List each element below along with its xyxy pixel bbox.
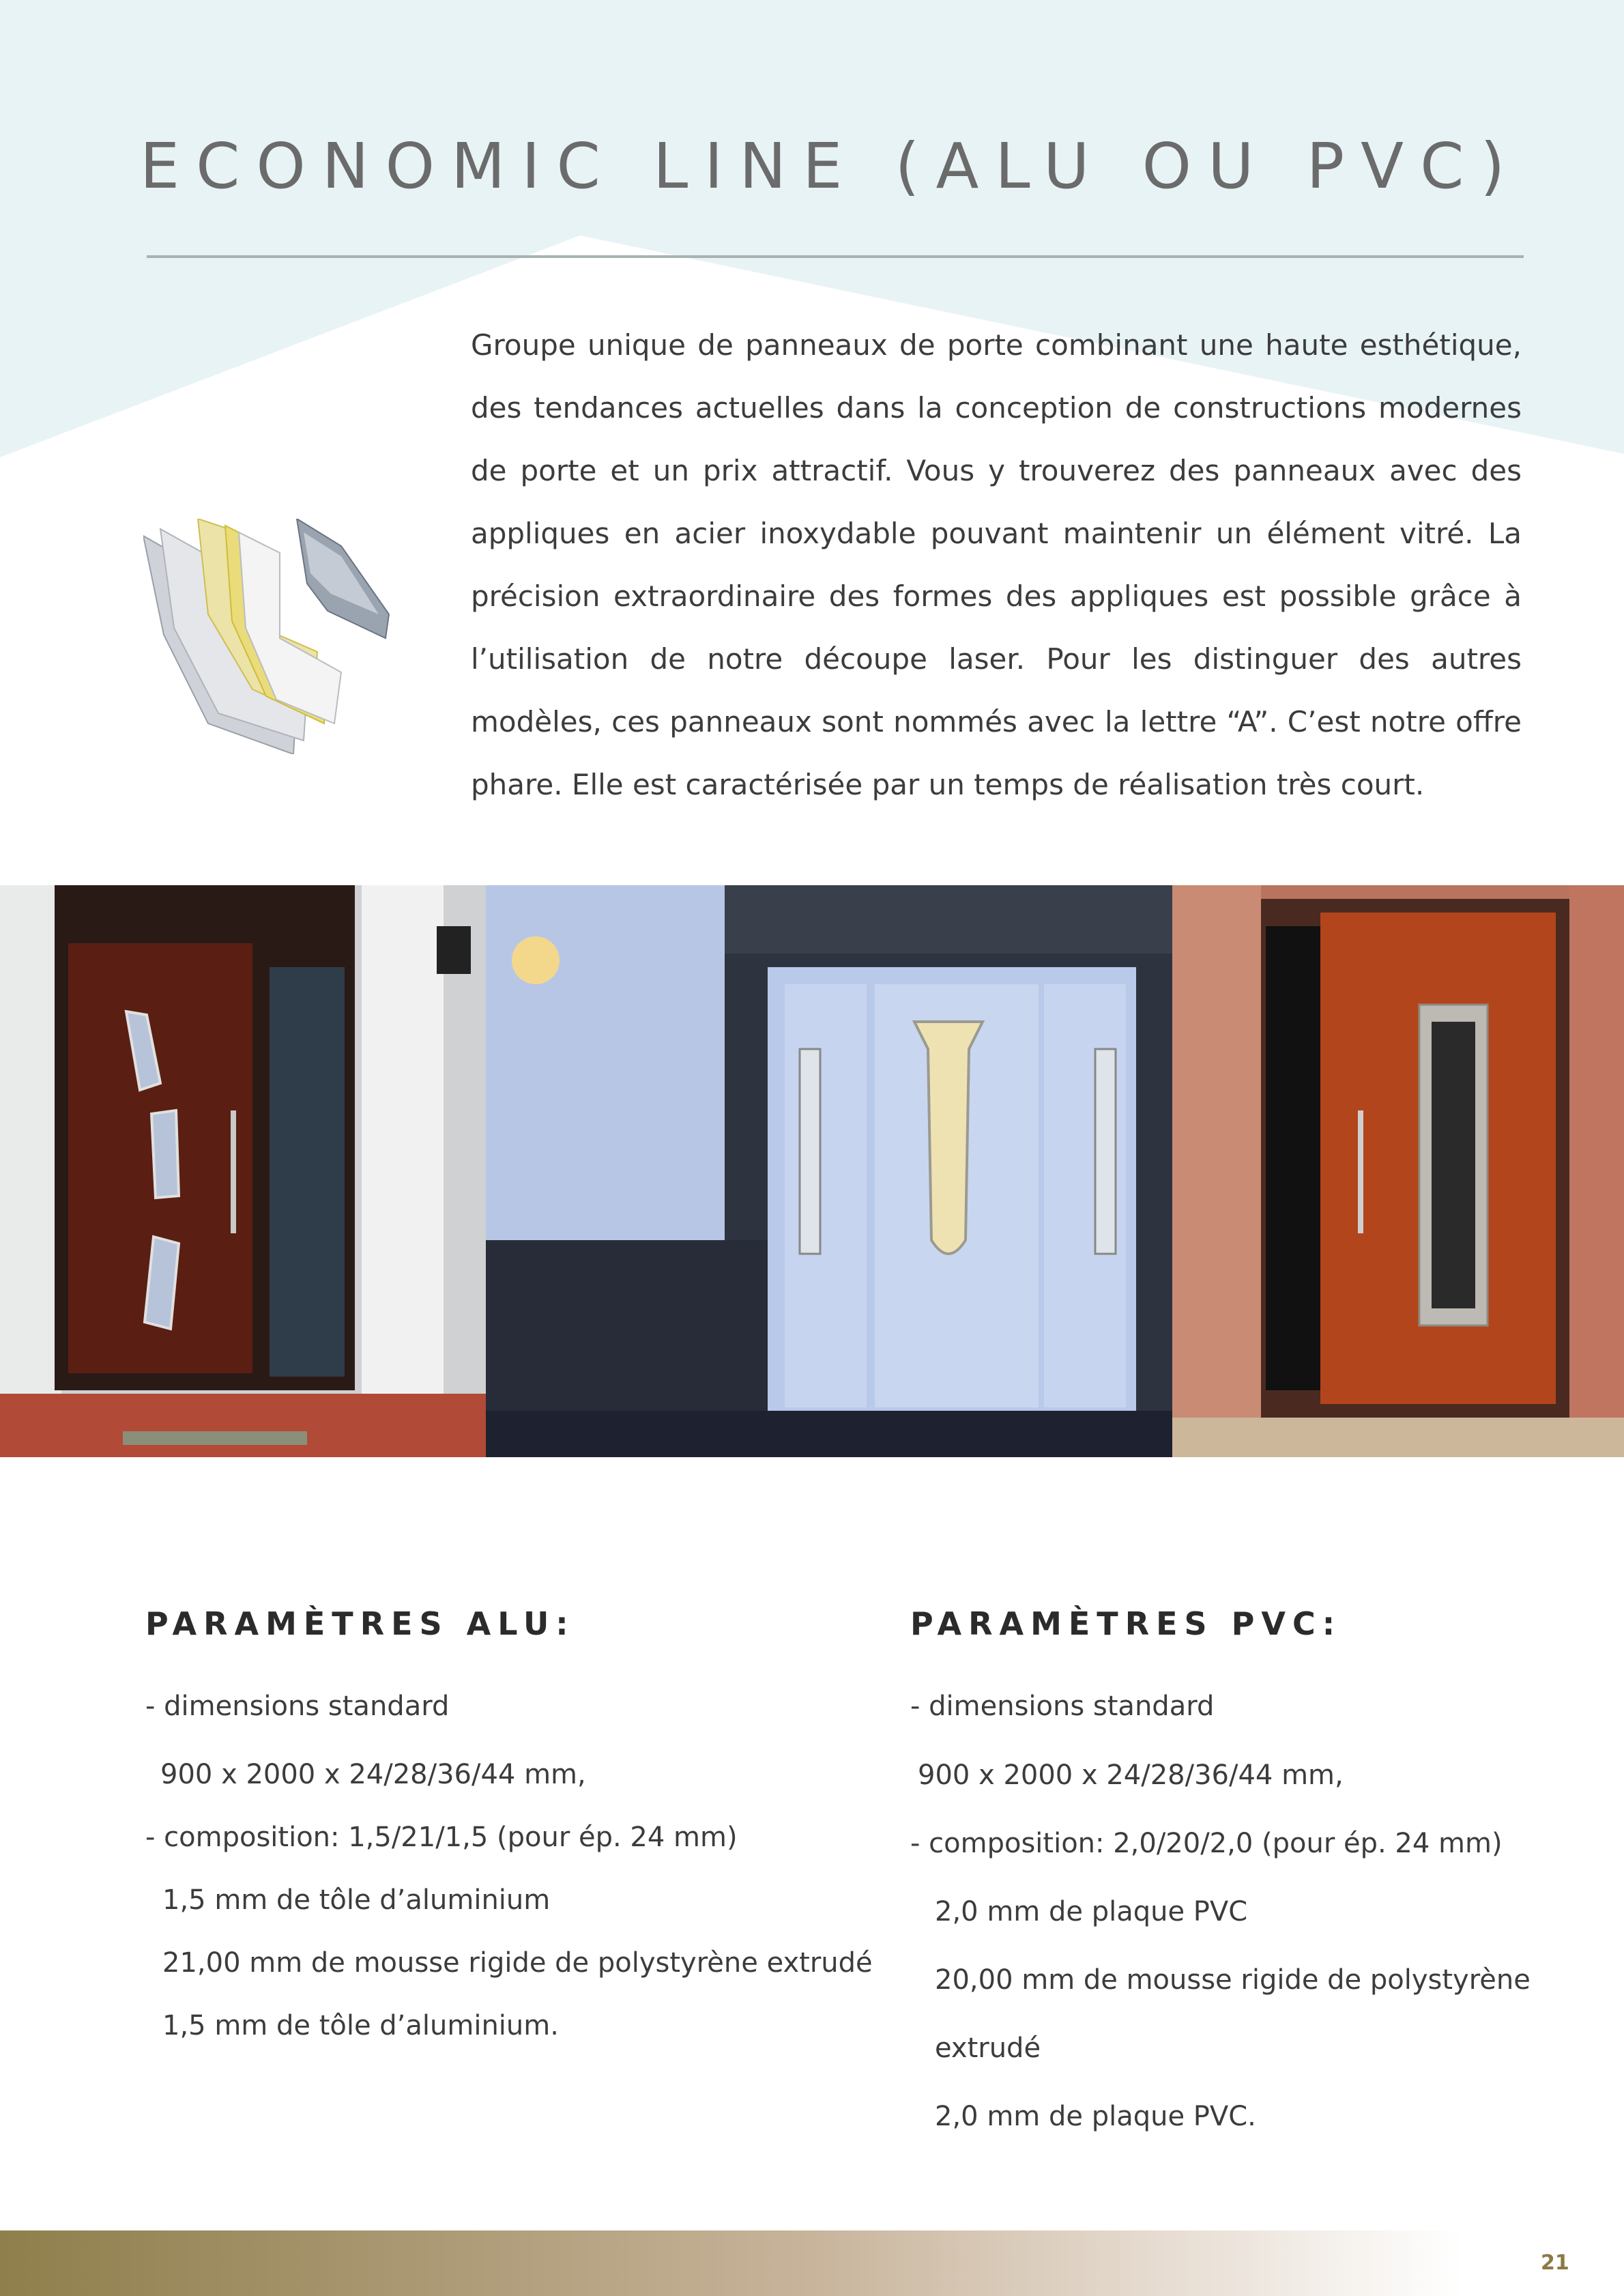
page-number: 21	[1541, 2251, 1569, 2275]
door-photos-strip	[0, 885, 1624, 1457]
photo-orange-door	[1172, 885, 1624, 1457]
pvc-param-line: 900 x 2000 x 24/28/36/44 mm,	[918, 1760, 1344, 1791]
footer-gradient-bar	[0, 2230, 1624, 2296]
pvc-param-line: - composition: 2,0/20/2,0 (pour ép. 24 mm)	[910, 1828, 1503, 1859]
alu-param-line: 1,5 mm de tôle d’aluminium	[162, 1884, 551, 1916]
alu-param-line: - composition: 1,5/21/1,5 (pour ép. 24 mm)	[145, 1822, 738, 1853]
alu-param-line: 21,00 mm de mousse rigide de polystyrène extrudé	[162, 1947, 873, 1979]
panel-layers-illustration	[143, 519, 396, 754]
photo-white-door	[486, 885, 1172, 1457]
alu-param-line: 1,5 mm de tôle d’aluminium.	[162, 2010, 559, 2041]
intro-paragraph: Groupe unique de panneaux de porte combinant une haute esthétique, des tendances actuelles dans la conception de constructions modernes de porte et un prix attractif. Vous y trouverez des panneaux avec des appliques en acier inoxydable pouvant maintenir un élément vitré. La précision extraordinaire des formes des appliques est possible grâce à l’utilisation de notre découpe laser. Pour les distinguer des autres modèles, ces panneaux sont nommés avec la lettre “A”. C’est notre offre phare. Elle est caractérisée par un temps de réalisation très court.	[471, 328, 1522, 801]
pvc-param-line: - dimensions standard	[910, 1691, 1215, 1722]
alu-param-line: 900 x 2000 x 24/28/36/44 mm,	[160, 1759, 586, 1790]
pvc-param-line: 2,0 mm de plaque PVC.	[935, 2101, 1256, 2132]
pvc-params-title: PARAMÈTRES PVC:	[910, 1605, 1342, 1642]
pvc-param-line: extrudé	[935, 2033, 1041, 2064]
page-title: ECONOMIC LINE (ALU OU PVC)	[140, 130, 1522, 203]
title-divider	[147, 255, 1524, 258]
alu-params-title: PARAMÈTRES ALU:	[145, 1605, 575, 1642]
pvc-param-line: 20,00 mm de mousse rigide de polystyrène	[935, 1964, 1531, 1996]
alu-param-line: - dimensions standard	[145, 1691, 450, 1722]
photo-wood-door	[0, 885, 486, 1457]
pvc-param-line: 2,0 mm de plaque PVC	[935, 1896, 1248, 1927]
